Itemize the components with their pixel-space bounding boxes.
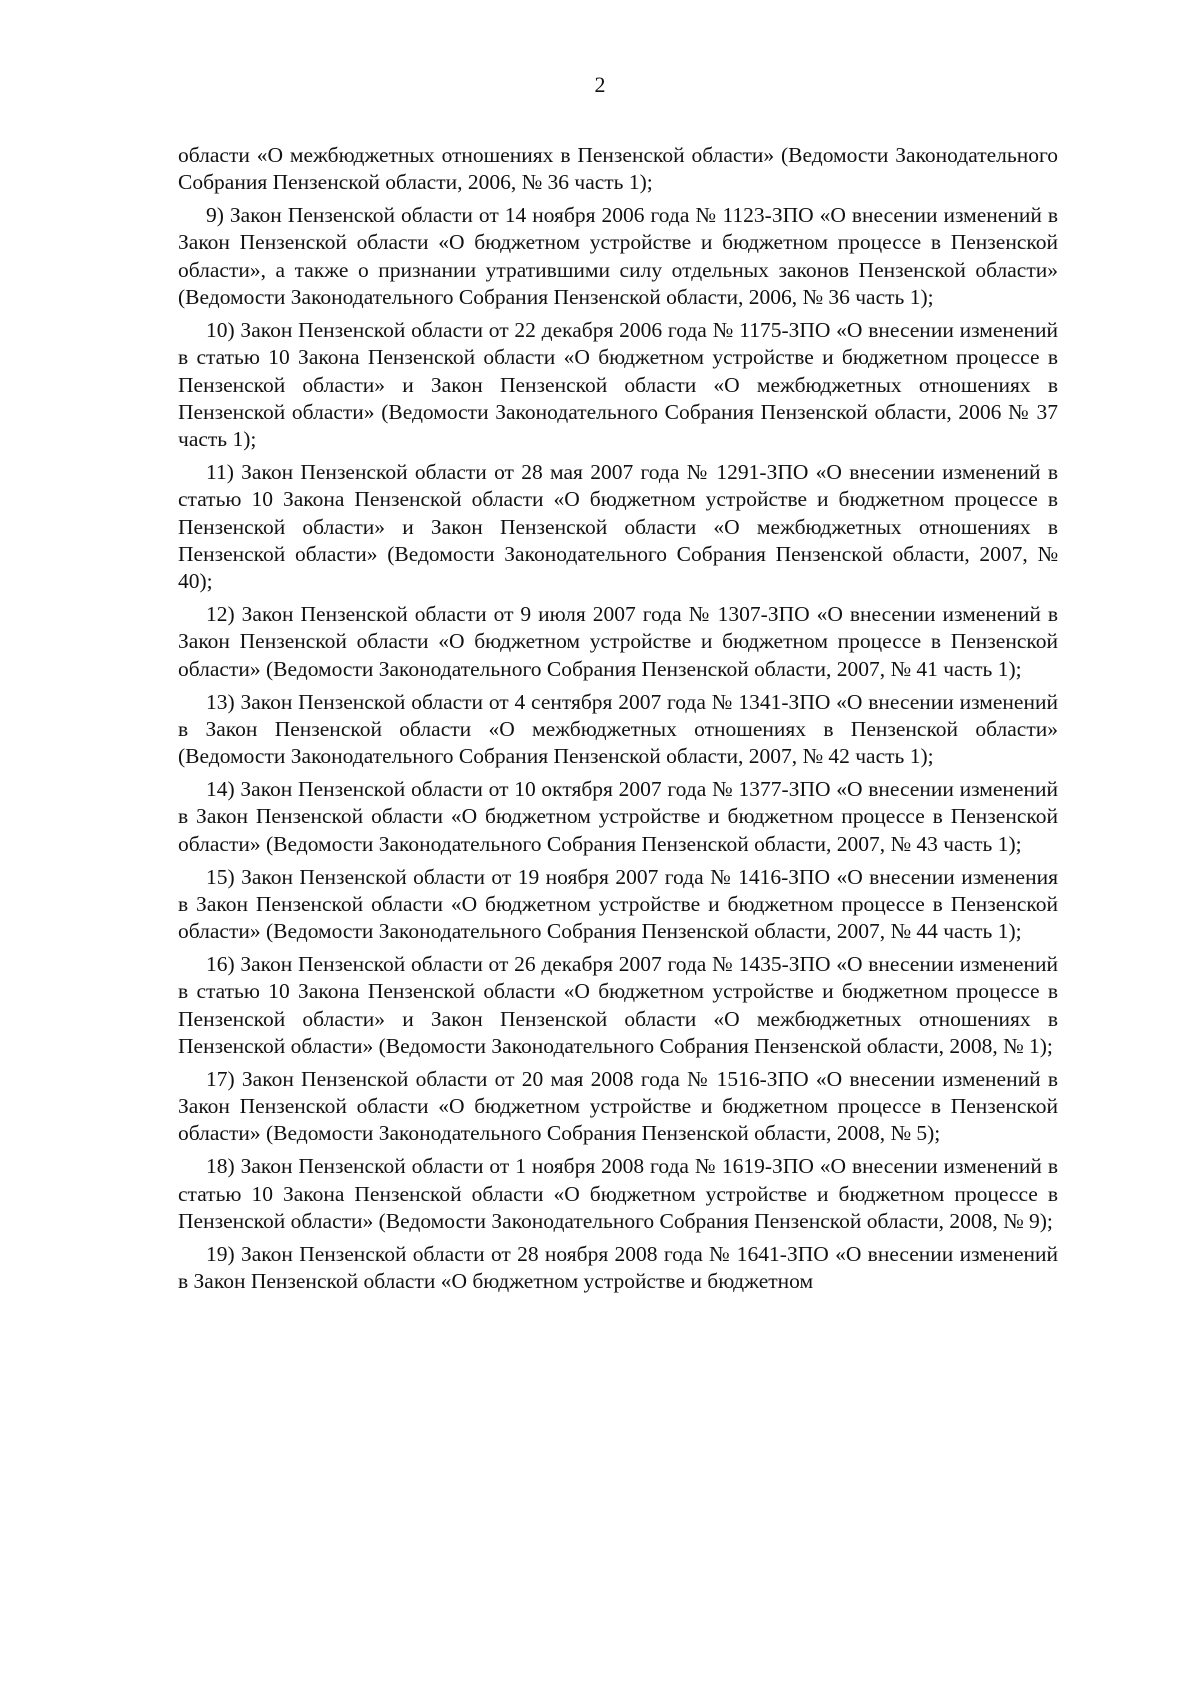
list-item-15: 15) Закон Пензенской области от 19 ноября 2007 года № 1416-ЗПО «О внесении изменения в Закон Пензенской области «О бюджетном устройстве и бюджетном процессе в Пензенской области» (Ведомости Законодательного Собрания Пензенской области, 2007, № 44 часть 1); [178, 864, 1058, 944]
list-item-9: 9) Закон Пензенской области от 14 ноября 2006 года № 1123-ЗПО «О внесении изменений в Закон Пензенской области «О бюджетном устройстве и бюджетном процессе в Пензенской области», а также о признании утратившими силу отдельных законов Пензенской области» (Ведомости Законодательного Собрания Пензенской области, 2006, № 36 часть 1); [178, 203, 1058, 310]
list-item-10: 10) Закон Пензенской области от 22 декабря 2006 года № 1175-ЗПО «О внесении изменений в статью 10 Закона Пензенской области «О бюджетном устройстве и бюджетном процессе в Пензенской области» и Закон Пензенской области «О межбюджетных отношениях в Пензенской области» (Ведомости Законодательного Собрания Пензенской области, 2006 № 37 часть 1); [178, 317, 1058, 452]
paragraph-continuation: области «О межбюджетных отношениях в Пензенской области» (Ведомости Законодательного Собрания Пензенской области, 2006, № 36 часть 1); [178, 143, 1058, 195]
list-item-13: 13) Закон Пензенской области от 4 сентября 2007 года № 1341-ЗПО «О внесении изменений в Закон Пензенской области «О межбюджетных отношениях в Пензенской области» (Ведомости Законодательного Собрания Пензенской области, 2007, № 42 часть 1); [178, 689, 1058, 769]
list-item-14: 14) Закон Пензенской области от 10 октября 2007 года № 1377-ЗПО «О внесении изменений в Закон Пензенской области «О бюджетном устройстве и бюджетном процессе в Пензенской области» (Ведомости Законодательного Собрания Пензенской области, 2007, № 43 часть 1); [178, 777, 1058, 856]
list-item-11: 11) Закон Пензенской области от 28 мая 2007 года № 1291-ЗПО «О внесении изменений в статью 10 Закона Пензенской области «О бюджетном устройстве и бюджетном процессе в Пензенской области» и Закон Пензенской области «О межбюджетных отношениях в Пензенской области» (Ведомости Законодательного Собрания Пензенской области, 2007, № 40); [178, 460, 1058, 594]
document-body [178, 142, 1058, 1301]
list-item-16: 16) Закон Пензенской области от 26 декабря 2007 года № 1435-ЗПО «О внесении изменений в статью 10 Закона Пензенской области «О бюджетном устройстве и бюджетном процессе в Пензенской области» и Закон Пензенской области «О межбюджетных отношениях в Пензенской области» (Ведомости Законодательного Собрания Пензенской области, 2008, № 1); [178, 952, 1058, 1058]
page-number: 2 [594, 72, 606, 97]
list-item-18: 18) Закон Пензенской области от 1 ноября 2008 года № 1619-ЗПО «О внесении изменений в статью 10 Закона Пензенской области «О бюджетном устройстве и бюджетном процессе в Пензенской области» (Ведомости Законодательного Собрания Пензенской области, 2008, № 9); [178, 1154, 1058, 1233]
list-item-12: 12) Закон Пензенской области от 9 июля 2007 года № 1307-ЗПО «О внесении изменений в Закон Пензенской области «О бюджетном устройстве и бюджетном процессе в Пензенской области» (Ведомости Законодательного Собрания Пензенской области, 2007, № 41 часть 1); [178, 602, 1058, 681]
list-item-19: 19) Закон Пензенской области от 28 ноября 2008 года № 1641-ЗПО «О внесении изменений в Закон Пензенской области «О бюджетном устройстве и бюджетном [178, 1241, 1058, 1294]
list-item-17: 17) Закон Пензенской области от 20 мая 2008 года № 1516-ЗПО «О внесении изменений в Закон Пензенской области «О бюджетном устройстве и бюджетном процессе в Пензенской области» (Ведомости Законодательного Собрания Пензенской области, 2008, № 5); [178, 1066, 1058, 1146]
